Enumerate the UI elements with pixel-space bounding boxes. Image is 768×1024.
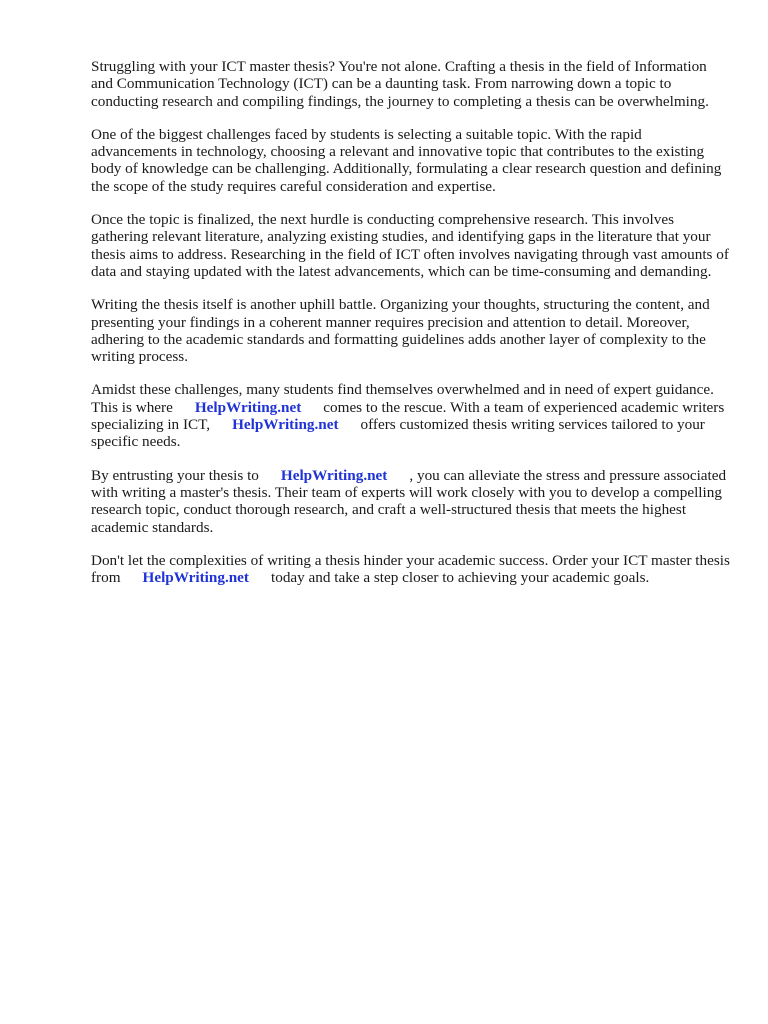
text-segment: today and take a step closer to achieving your academic goals. (271, 569, 650, 587)
paragraph-writing-battle: Writing the thesis itself is another uphill battle. Organizing your thoughts, structuring the content, and presenting your findings in a coherent manner requires precision and attention to detail. Moreover, adhering to the academic standards and formatting guidelines adds another layer of complexity to the writing process. (91, 296, 710, 366)
document-page (91, 58, 731, 602)
helpwriting-link[interactable]: HelpWriting.net (142, 569, 249, 587)
paragraph-research-hurdle: Once the topic is finalized, the next hurdle is conducting comprehensive research. This involves gathering relevant literature, analyzing existing studies, and identifying gaps in the literature that your thesis aims to address. Researching in the field of ICT often involves navigating through vast amounts of data and staying updated with the latest advancements, which can be time-consuming and demanding. (91, 211, 729, 280)
text-segment: offers customized thesis writing services tailored to your specific needs. (91, 416, 705, 451)
helpwriting-link[interactable]: HelpWriting.net (232, 416, 339, 434)
paragraph-intro: Struggling with your ICT master thesis? You're not alone. Crafting a thesis in the field of Information and Communication Technology (ICT) can be a daunting task. From narrowing down a topic to conducting research and compiling findings, the journey to completing a thesis can be overwhelming. (91, 58, 709, 110)
text-segment: comes to the rescue. With a team of experienced academic writers specializing in ICT, (91, 398, 725, 434)
text-segment: , you can alleviate the stress and pressure associated with writing a master's thesis. Their team of experts will work closely with you to develop a compelling research topic, conduct thorough research, and craft a well-structured thesis that meets the highest academic standards. (91, 466, 727, 536)
paragraph-entrusting (91, 467, 731, 536)
text-segment: Don't let the complexities of writing a thesis hinder your academic success. Order your ICT master thesis from (91, 551, 730, 587)
helpwriting-link[interactable]: HelpWriting.net (194, 398, 302, 416)
paragraph-topic-challenge: One of the biggest challenges faced by students is selecting a suitable topic. With the rapid advancements in technology, choosing a relevant and innovative topic that contributes to the existing body of knowledge can be challenging. Additionally, formulating a clear research question and defining the scope of the study requires careful consideration and expertise. (91, 125, 722, 195)
paragraph-call-to-action (91, 552, 731, 587)
text-segment: By entrusting your thesis to (91, 466, 259, 484)
text-segment: Amidst these challenges, many students find themselves overwhelmed and in need of expert guidance. This is where (91, 381, 714, 416)
paragraph-guidance (91, 381, 731, 450)
helpwriting-link[interactable]: HelpWriting.net (280, 466, 388, 484)
